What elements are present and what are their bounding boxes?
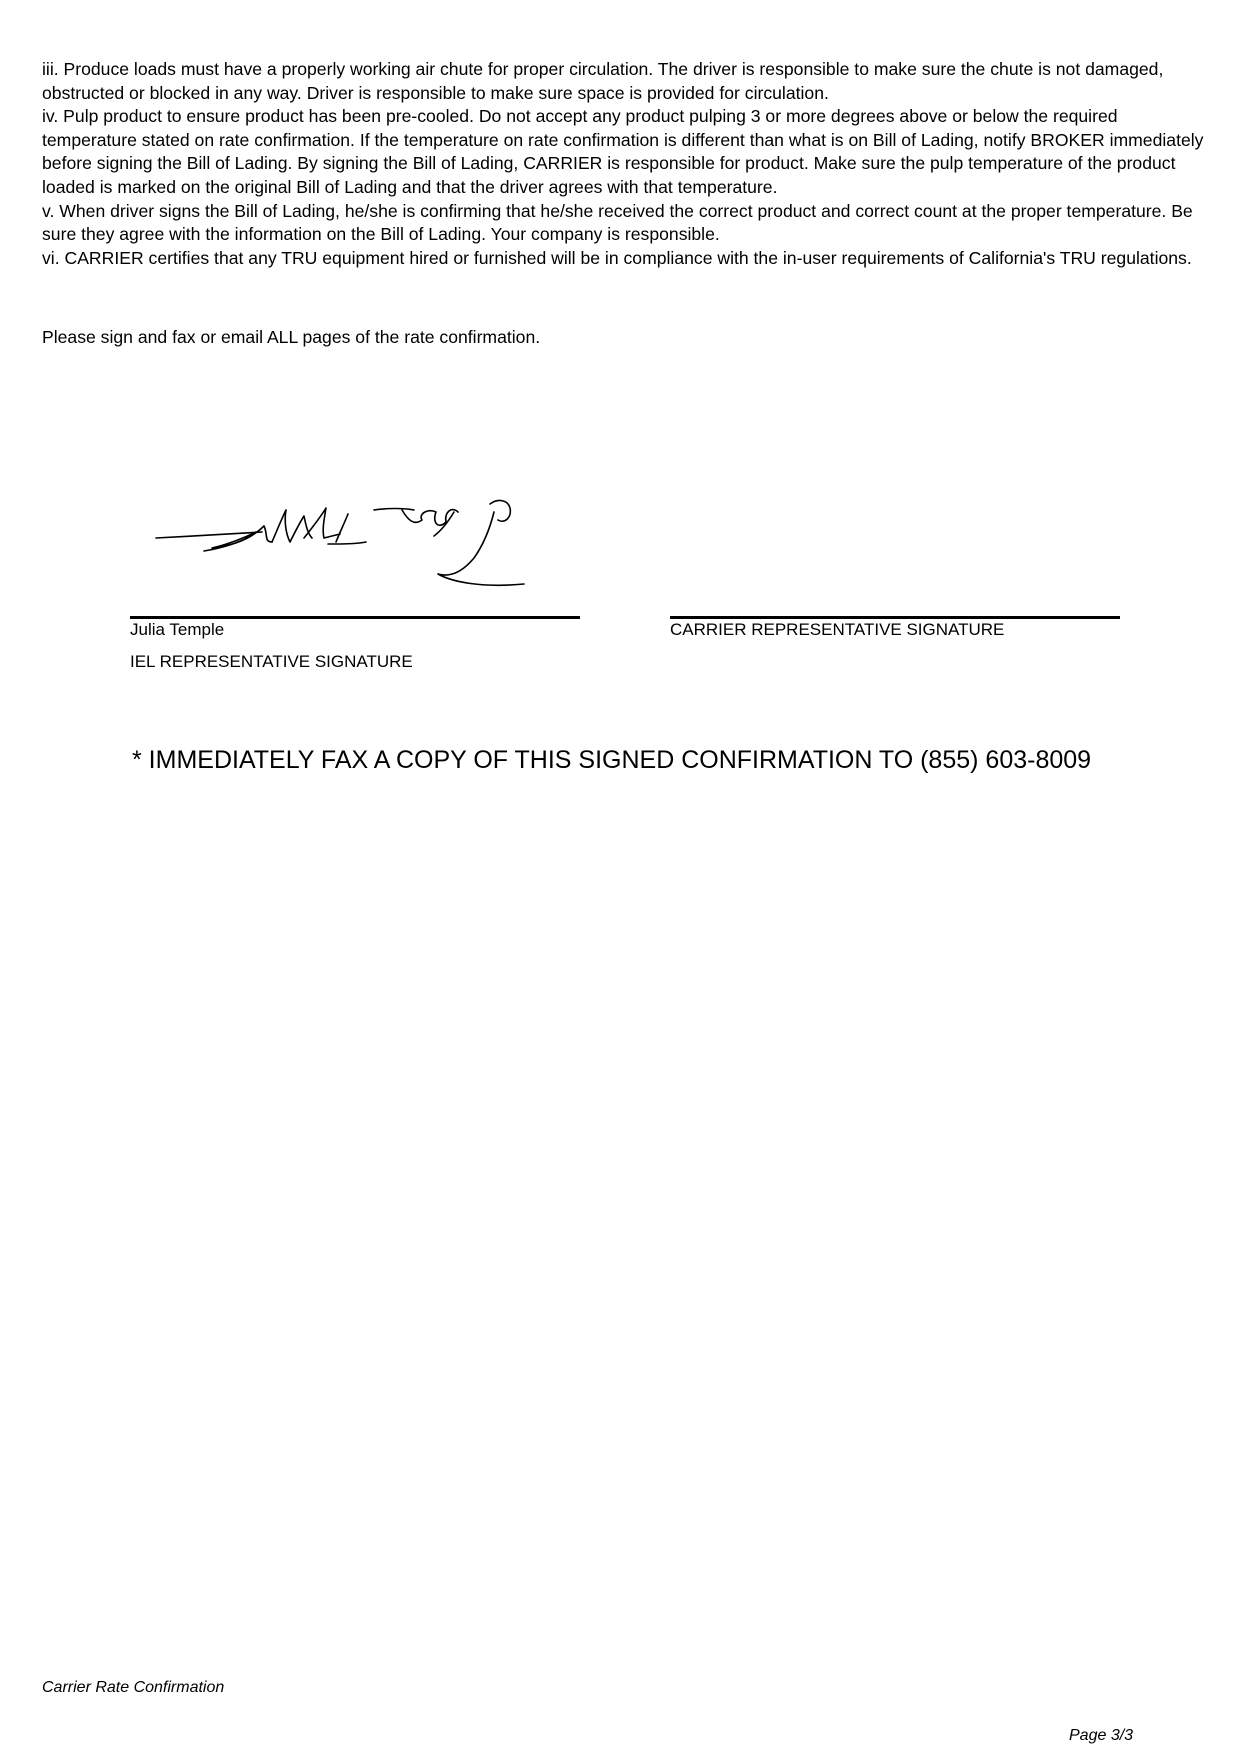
iel-signature-label: IEL REPRESENTATIVE SIGNATURE	[130, 652, 413, 671]
iel-signer-name: Julia Temple	[130, 620, 225, 639]
footer-page-number: Page 3/3	[1069, 1727, 1134, 1744]
handwritten-signature	[152, 498, 562, 598]
term-v: v. When driver signs the Bill of Lading, he/she is confirming that he/she received the correct product and correct count at the proper temperature. Be sure they agree with the information on the Bill of Lading. Your company is responsible.	[42, 200, 1193, 245]
fax-notice: * IMMEDIATELY FAX A COPY OF THIS SIGNED CONFIRMATION TO (855) 603-8009	[132, 746, 1092, 774]
term-iv: iv. Pulp product to ensure product has been pre-cooled. Do not accept any product pulping 3 or more degrees above or below the required temperature stated on rate confirmation. If the temperature on rate confirmation is different than what is on Bill of Lading, notify BROKER immediately before signing the Bill of Lading. By signing the Bill of Lading, CARRIER is responsible for product. Make sure the pulp temperature of the product loaded is marked on the original Bill of Lading and that the driver agrees with that temperature.	[42, 106, 1204, 197]
term-vi: vi. CARRIER certifies that any TRU equipment hired or furnished will be in compliance with the in-user requirements of California's TRU regulations.	[42, 247, 1192, 268]
footer-document-title: Carrier Rate Confirmation	[42, 1679, 225, 1696]
signing-instruction: Please sign and fax or email ALL pages of the rate confirmation.	[42, 327, 541, 347]
carrier-signature-label: CARRIER REPRESENTATIVE SIGNATURE	[670, 620, 1005, 639]
terms-section	[42, 58, 1212, 270]
term-iii: iii. Produce loads must have a properly working air chute for proper circulation. The driver is responsible to make sure the chute is not damaged, obstructed or blocked in any way. Driver is responsible to make sure space is provided for circulation.	[42, 59, 1164, 103]
